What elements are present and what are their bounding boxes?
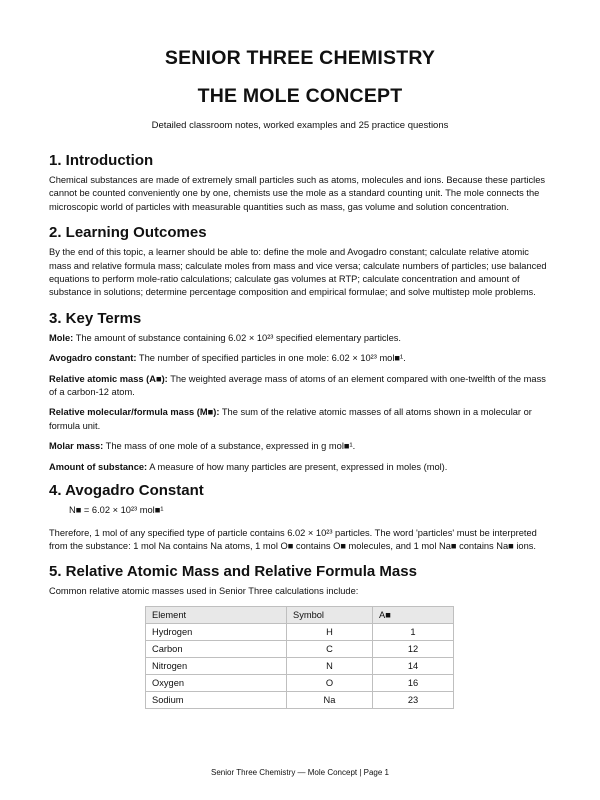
table-cell: 12 [373,640,454,657]
table-row [146,674,454,691]
section-paragraph: Common relative atomic masses used in Senior Three calculations include: [49,586,359,597]
term-label: Mole: [49,332,74,343]
term-definition [49,440,551,453]
section-relative-mass [49,563,551,708]
section-paragraph: By the end of this topic, a learner should be able to: define the mole and Avogadro constant; calculate relative atomic mass and relative formula mass; calculate moles from mass and vice versa; calculate numbers of particles; use balanced equations to perform mole-ratio calculations; calculate gas volumes at RTP; calculate concentration and amount of substance in solutions; determine percentage composition and empirical formulae; and solve multistep mole problems. [49,247,547,298]
term-text: The amount of substance containing 6.02 × 10²³ specified elementary particles. [73,332,402,343]
section-key-terms [49,310,551,474]
table-cell: N [287,657,373,674]
term-label: Amount of substance: [49,461,148,472]
term-text: The mass of one mole of a substance, expressed in g mol■¹. [103,441,356,452]
term-definition [49,332,551,345]
table-cell: Nitrogen [146,657,287,674]
section-paragraph: Chemical substances are made of extremely small particles such as atoms, molecules and ions. Because these particles cannot be counted conveniently one by one, chemists use the mole as a standard counting unit. The mole connects the microscopic world of particles with measurable quantities such as mass, gas volume and solution concentration. [49,175,546,212]
term-definition [49,406,551,433]
table-row [146,623,454,640]
term-label: Relative atomic mass (A■): [49,373,168,384]
table-header-cell: Symbol [287,606,373,623]
table-row [146,691,454,708]
table-cell: Sodium [146,691,287,708]
page-footer: Senior Three Chemistry — Mole Concept | Page 1 [210,768,389,777]
section-heading: 1. Introduction [49,152,154,169]
relative-atomic-mass-table [145,606,454,709]
table-header-cell: A■ [373,606,454,623]
table-header-row [146,606,454,623]
document-body [49,152,551,719]
term-definition [49,373,551,400]
document-title: SENIOR THREE CHEMISTRY [164,47,436,69]
table-cell: Hydrogen [146,623,287,640]
term-label: Avogadro constant: [49,353,137,364]
table-cell: 16 [373,674,454,691]
section-heading: 2. Learning Outcomes [49,224,207,242]
term-text: The weighted average mass of atoms of an element compared with one-twelfth of the mass of a carbon-12 atom. [49,373,546,398]
table-cell: 14 [373,657,454,674]
section-paragraph: Therefore, 1 mol of any specified type of particle contains 6.02 × 10²³ particles. The word 'particles' must be interpreted from the substance: 1 mol Na contains Na atoms, 1 mol O■ contains O■ molecules, and 1 mol Na■ contains Na■ ions. [49,527,537,551]
term-text: A measure of how many particles are present, expressed in moles (mol). [147,461,448,472]
term-text: The sum of the relative atomic masses of all atoms shown in a molecular or formula unit. [49,407,532,431]
table-cell: O [287,674,373,691]
section-heading: 5. Relative Atomic Mass and Relative Formula Mass [49,563,417,581]
section-heading: 3. Key Terms [49,309,142,327]
table-row [146,657,454,674]
term-definition [49,461,551,474]
table-cell: H [287,623,373,640]
table-cell: Carbon [146,640,287,657]
table-cell: C [287,640,373,657]
term-label: Relative molecular/formula mass (M■): [49,407,220,418]
table-header-cell: Element [146,606,287,623]
section-avogadro-constant [49,482,551,553]
section-learning-outcomes [49,224,551,300]
table-cell: Na [287,691,373,708]
section-heading: 4. Avogadro Constant [49,482,204,500]
table-row [146,640,454,657]
table-cell: 23 [373,691,454,708]
term-text: The number of specified particles in one mole: 6.02 × 10²³ mol■¹. [136,353,406,364]
table-cell: Oxygen [146,674,287,691]
section-introduction [49,152,551,214]
term-definition [49,352,551,365]
table-cell: 1 [373,623,454,640]
document-tagline: Detailed classroom notes, worked examples and 25 practice questions [151,120,449,131]
term-label: Molar mass: [49,441,104,452]
avogadro-formula: N■ = 6.02 × 10²³ mol■¹ [69,505,164,516]
document-subtitle-heading: THE MOLE CONCEPT [197,85,403,107]
